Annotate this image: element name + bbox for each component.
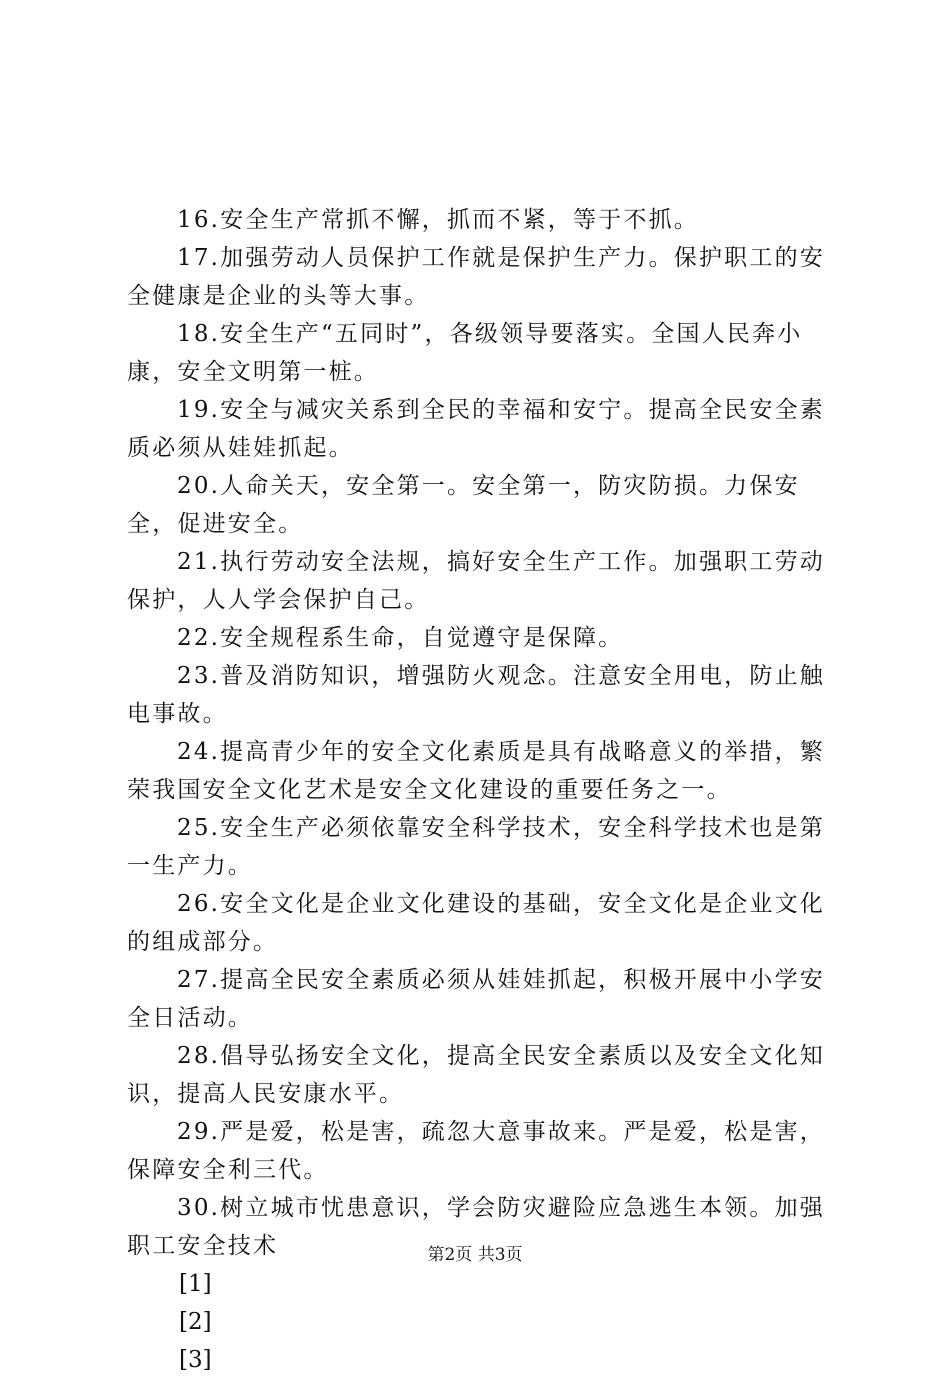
reference-1: [1] — [179, 1271, 212, 1297]
reference-2: [2] — [179, 1309, 212, 1335]
paragraph-23: 23.普及消防知识，增强防火观念。注意安全用电，防止触电事故。 — [127, 663, 825, 727]
paragraph-16: 16.安全生产常抓不懈，抓而不紧，等于不抓。 — [177, 207, 699, 233]
paragraph-25: 25.安全生产必须依靠安全科学技术，安全科学技术也是第一生产力。 — [127, 815, 825, 879]
paragraph-20: 20.人命关天，安全第一。安全第一，防灾防损。力保安全，促进安全。 — [127, 473, 800, 537]
paragraph-19: 19.安全与减灾关系到全民的幸福和安宁。提高全民安全素质必须从娃娃抓起。 — [127, 397, 825, 461]
paragraph-24: 24.提高青少年的安全文化素质是具有战略意义的举措，繁荣我国安全文化艺术是安全文化建设的重要任务之一。 — [127, 739, 825, 803]
paragraph-17: 17.加强劳动人员保护工作就是保护生产力。保护职工的安全健康是企业的头等大事。 — [127, 245, 825, 309]
paragraph-18: 18.安全生产“五同时”，各级领导要落实。全国人民奔小康，安全文明第一桩。 — [127, 321, 803, 385]
paragraph-29: 29.严是爱，松是害，疏忽大意事故来。严是爱，松是害，保障安全利三代。 — [127, 1119, 825, 1183]
paragraph-30: 30.树立城市忧患意识，学会防灾避险应急逃生本领。加强职工安全技术 — [127, 1195, 825, 1259]
paragraph-28: 28.倡导弘扬安全文化，提高全民安全素质以及安全文化知识，提高人民安康水平。 — [127, 1043, 825, 1107]
page-footer: 第2页 共3页 — [427, 1245, 523, 1265]
paragraph-26: 26.安全文化是企业文化建设的基础，安全文化是企业文化的组成部分。 — [127, 891, 825, 955]
paragraph-27: 27.提高全民安全素质必须从娃娃抓起，积极开展中小学安全日活动。 — [127, 967, 825, 1031]
paragraph-21: 21.执行劳动安全法规，搞好安全生产工作。加强职工劳动保护，人人学会保护自己。 — [127, 549, 825, 613]
document-body — [127, 201, 837, 1379]
paragraph-22: 22.安全规程系生命，自觉遵守是保障。 — [177, 625, 624, 651]
reference-3: [3] — [179, 1347, 212, 1373]
